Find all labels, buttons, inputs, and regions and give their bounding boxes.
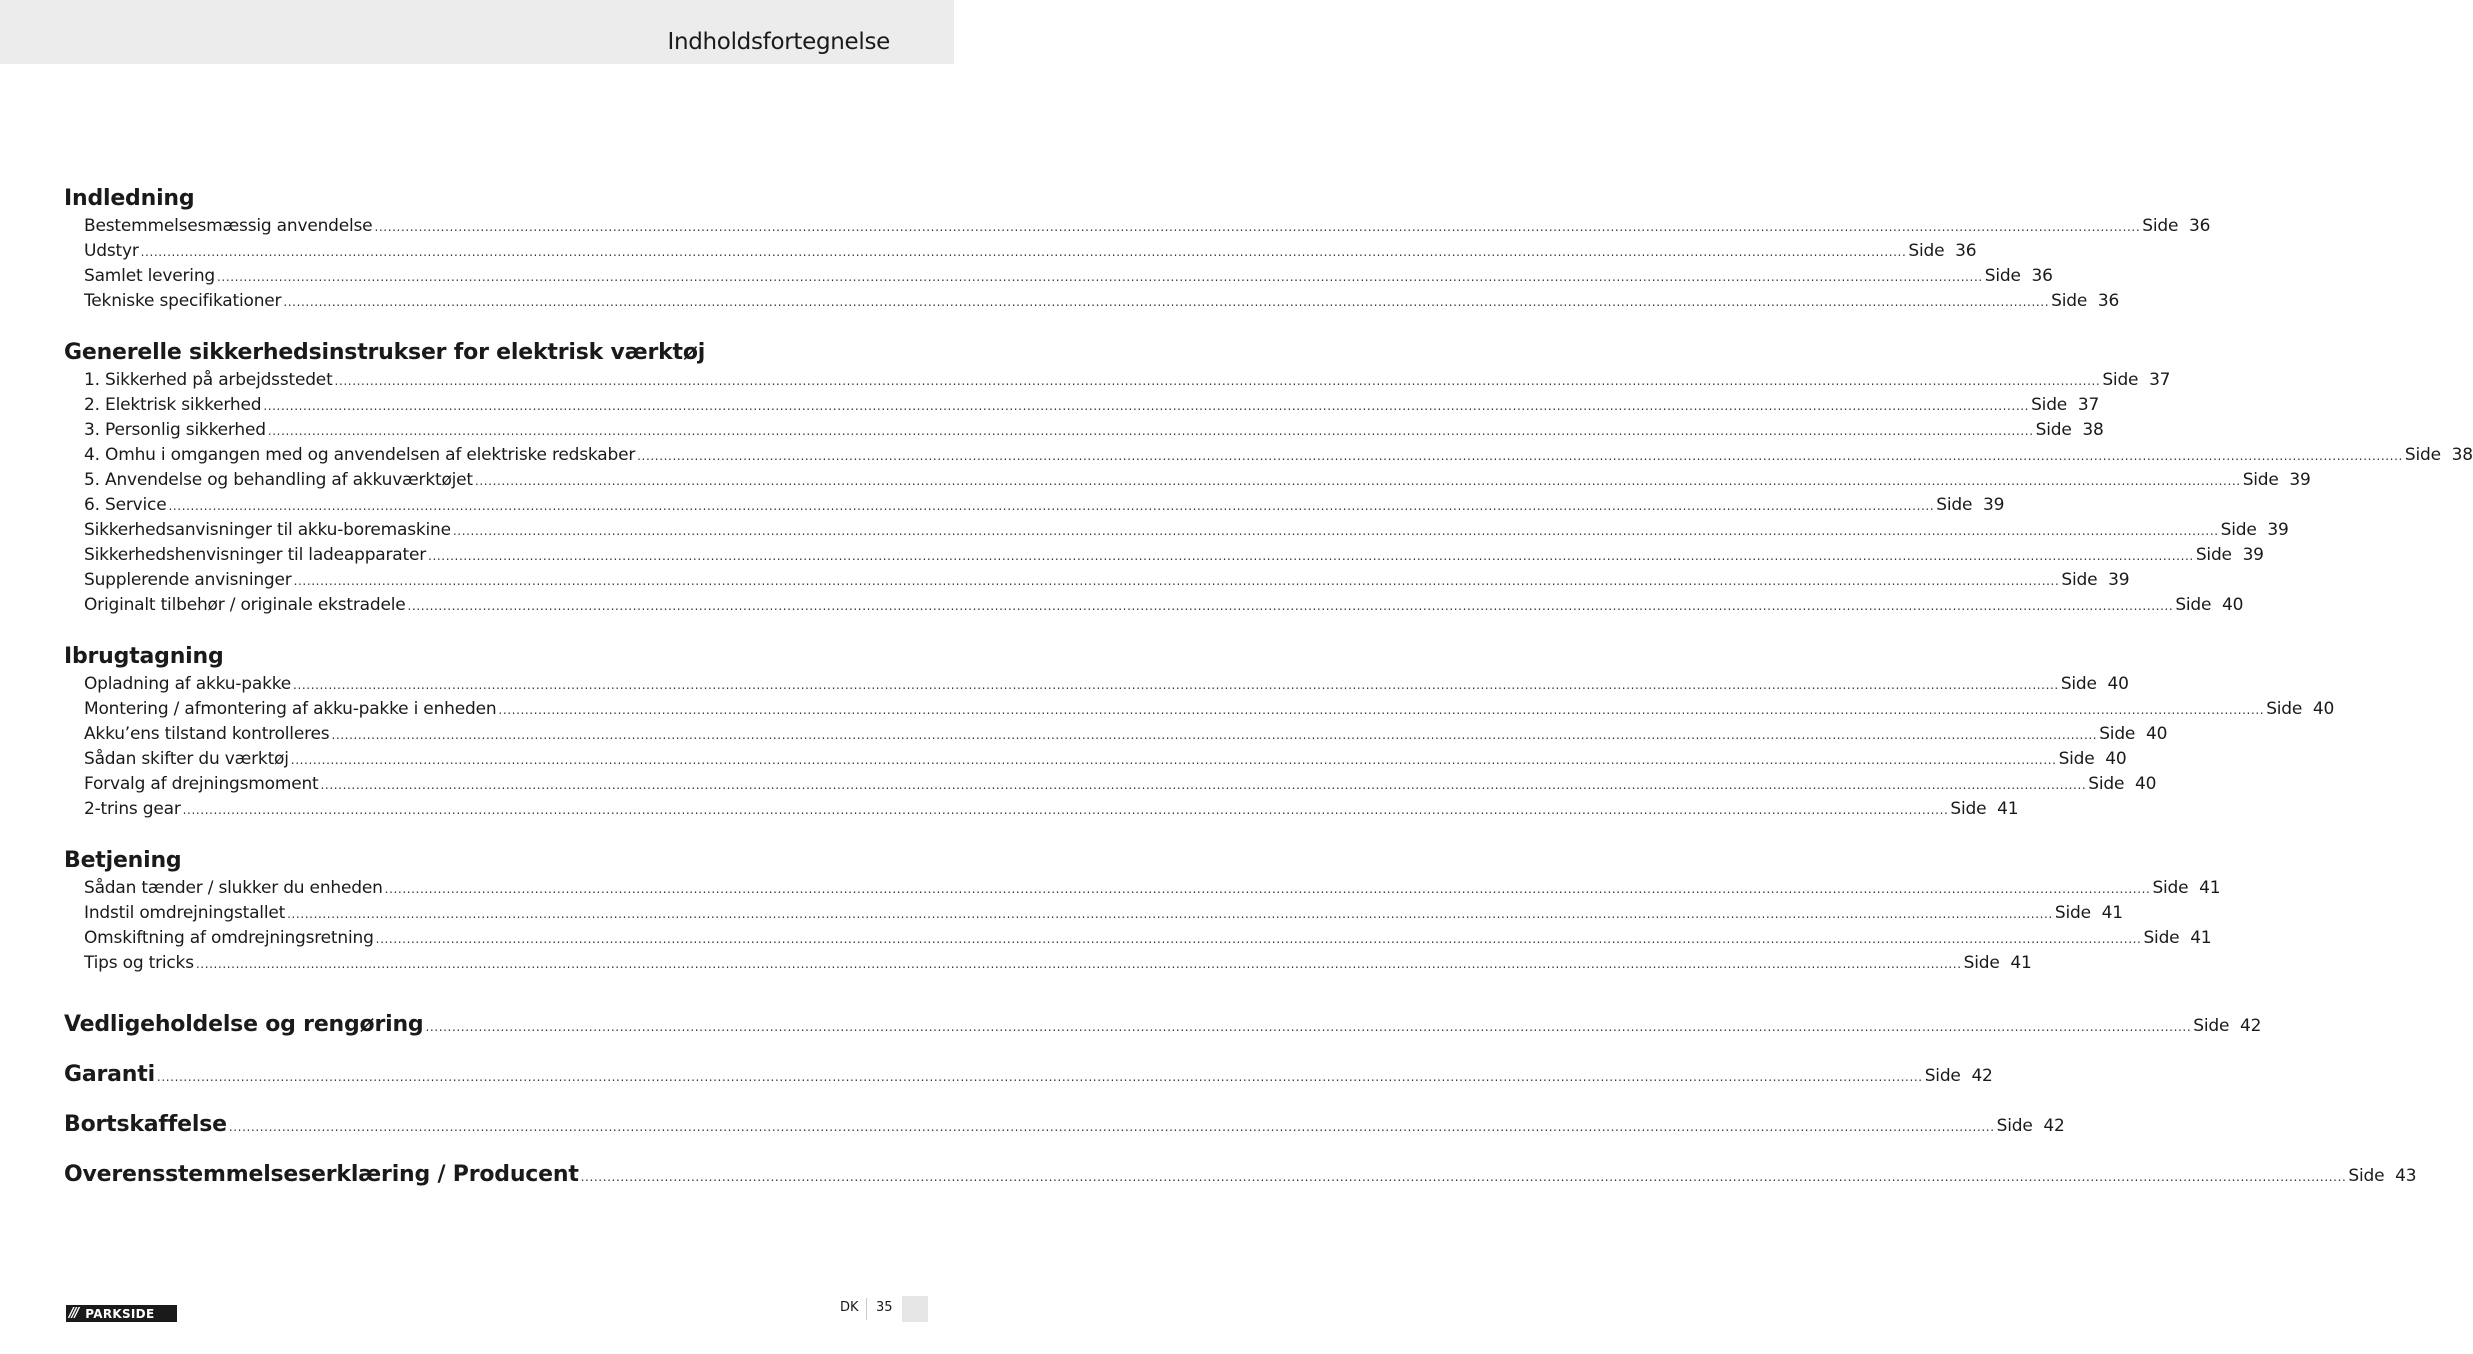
toc-item xyxy=(64,926,2212,951)
side-label: Side xyxy=(2054,903,2091,923)
section-heading: Ibrugtagning xyxy=(64,644,224,669)
dot-leader: ................................................................................................................................................................................................................................................................................................................................................................................................................ xyxy=(228,1120,1995,1134)
page-number: 39 xyxy=(2267,520,2289,540)
toc-item xyxy=(64,214,2211,239)
page-title: Indholdsfortegnelse xyxy=(667,29,890,55)
page-number: 37 xyxy=(2149,370,2171,390)
toc-entry-label: Garanti xyxy=(64,1062,155,1087)
page-number: 38 xyxy=(2451,445,2473,465)
page-number: 37 xyxy=(2077,395,2100,415)
toc-entry-label: Omskiftning af omdrejningsretning xyxy=(84,928,374,948)
dot-leader: ................................................................................................................................................................................................................................................................................................................................................................................................................ xyxy=(263,399,2030,413)
page-number: 40 xyxy=(2135,774,2157,794)
toc-section xyxy=(64,184,2211,314)
footer-language: DK xyxy=(840,1300,859,1315)
toc-item xyxy=(64,772,2157,797)
toc-entry-label: Sikkerhedsanvisninger til akku-boremaskine xyxy=(84,520,451,540)
dot-leader: ................................................................................................................................................................................................................................................................................................................................................................................................................ xyxy=(287,907,2053,921)
page-number: 36 xyxy=(2031,266,2053,286)
side-label: Side xyxy=(2102,370,2139,390)
dot-leader: ................................................................................................................................................................................................................................................................................................................................................................................................................ xyxy=(384,882,2151,896)
page-number: 40 xyxy=(2105,749,2127,769)
page-number: 40 xyxy=(2107,674,2129,694)
page-number: 41 xyxy=(1997,799,2019,819)
dot-leader: ................................................................................................................................................................................................................................................................................................................................................................................................................ xyxy=(293,678,2059,692)
dot-leader: ................................................................................................................................................................................................................................................................................................................................................................................................................ xyxy=(334,374,2101,388)
logo-slashes: /// xyxy=(69,1306,78,1321)
toc-entry-label: 4. Omhu i omgangen med og anvendelsen af elektriske redskaber xyxy=(84,445,636,465)
toc-item xyxy=(64,747,2127,772)
toc-section xyxy=(64,338,2473,618)
toc-entry-label: Tips og tricks xyxy=(84,953,194,973)
page-number: 41 xyxy=(2199,878,2221,898)
toc-item xyxy=(64,393,2100,418)
dot-leader: ................................................................................................................................................................................................................................................................................................................................................................................................................ xyxy=(283,295,2050,309)
toc-item xyxy=(64,797,2019,822)
dot-leader: ................................................................................................................................................................................................................................................................................................................................................................................................................ xyxy=(580,1170,2347,1184)
side-label: Side xyxy=(2061,570,2098,590)
toc-entry-label: Opladning af akku-pakke xyxy=(84,674,292,694)
toc-item xyxy=(64,722,2168,747)
page-number: 36 xyxy=(2188,216,2211,236)
toc-top-entry xyxy=(64,1000,2262,1050)
side-label: Side xyxy=(1936,495,1973,515)
footer-page-number: 35 xyxy=(876,1300,893,1315)
toc-entry-label: 5. Anvendelse og behandling af akkuværktøjet xyxy=(84,470,473,490)
side-label: Side xyxy=(1924,1066,1961,1086)
side-label: Side xyxy=(2348,1166,2385,1186)
dot-leader: ................................................................................................................................................................................................................................................................................................................................................................................................................ xyxy=(374,220,2141,234)
table-of-contents xyxy=(64,184,2473,1200)
page-number: 39 xyxy=(2242,545,2264,565)
side-label: Side xyxy=(2035,420,2072,440)
side-label: Side xyxy=(2142,216,2179,236)
side-label: Side xyxy=(1996,1116,2033,1136)
toc-item xyxy=(64,518,2289,543)
dot-leader: ................................................................................................................................................................................................................................................................................................................................................................................................................ xyxy=(375,932,2142,946)
page-number: 36 xyxy=(2097,291,2120,311)
toc-top-entry xyxy=(64,1150,2417,1200)
side-label: Side xyxy=(2060,674,2097,694)
toc-item xyxy=(64,593,2244,618)
dot-leader: ................................................................................................................................................................................................................................................................................................................................................................................................................ xyxy=(320,778,2087,792)
page-number: 36 xyxy=(1955,241,1977,261)
toc-item xyxy=(64,493,2005,518)
dot-leader: ................................................................................................................................................................................................................................................................................................................................................................................................................ xyxy=(267,424,2034,438)
side-label: Side xyxy=(1908,241,1945,261)
side-label: Side xyxy=(2404,445,2441,465)
side-label: Side xyxy=(2058,749,2095,769)
section-heading: Betjening xyxy=(64,848,182,873)
page-number: 39 xyxy=(2108,570,2130,590)
page-number: 39 xyxy=(1982,495,2005,515)
toc-entry-label: Montering / afmontering af akku-pakke i enheden xyxy=(84,699,497,719)
side-label: Side xyxy=(2175,595,2212,615)
toc-item xyxy=(64,697,2335,722)
page-number: 41 xyxy=(2010,953,2032,973)
toc-entry-label: Sådan tænder / slukker du enheden xyxy=(84,878,383,898)
dot-leader: ................................................................................................................................................................................................................................................................................................................................................................................................................ xyxy=(331,728,2098,742)
section-heading: Indledning xyxy=(64,186,195,211)
side-label: Side xyxy=(1963,953,2000,973)
toc-entry-label: Udstyr xyxy=(84,241,139,261)
dot-leader: ................................................................................................................................................................................................................................................................................................................................................................................................................ xyxy=(290,753,2057,767)
toc-item xyxy=(64,672,2129,697)
logo-brand: PARKSIDE xyxy=(85,1306,155,1321)
page-number: 41 xyxy=(2190,928,2212,948)
toc-entry-label: Akku’ens tilstand kontrolleres xyxy=(84,724,330,744)
toc-item xyxy=(64,951,2032,976)
dot-leader: ................................................................................................................................................................................................................................................................................................................................................................................................................ xyxy=(452,524,2219,538)
toc-entry-label: 2-trins gear xyxy=(84,799,181,819)
page-number: 42 xyxy=(1971,1066,1993,1086)
section-heading: Generelle sikkerhedsinstrukser for elektrisk værktøj xyxy=(64,340,706,365)
toc-entry-label: Vedligeholdelse og rengøring xyxy=(64,1012,424,1037)
dot-leader: ................................................................................................................................................................................................................................................................................................................................................................................................................ xyxy=(637,449,2403,463)
toc-item xyxy=(64,443,2473,468)
toc-entry-label: Sikkerhedshenvisninger til ladeapparater xyxy=(84,545,427,565)
toc-item xyxy=(64,368,2171,393)
side-label: Side xyxy=(2195,545,2232,565)
page-number: 41 xyxy=(2101,903,2123,923)
toc-entry-label: Indstil omdrejningstallet xyxy=(84,903,286,923)
side-label: Side xyxy=(1984,266,2021,286)
dot-leader: ................................................................................................................................................................................................................................................................................................................................................................................................................ xyxy=(168,499,1935,513)
side-label: Side xyxy=(2220,520,2257,540)
toc-item xyxy=(64,418,2104,443)
side-label: Side xyxy=(2193,1016,2230,1036)
page-number: 42 xyxy=(2239,1016,2262,1036)
side-label: Side xyxy=(2152,878,2189,898)
dot-leader: ................................................................................................................................................................................................................................................................................................................................................................................................................ xyxy=(182,803,1949,817)
toc-item xyxy=(64,239,1977,264)
page-number: 43 xyxy=(2395,1166,2417,1186)
toc-entry-label: Tekniske specifikationer xyxy=(84,291,282,311)
toc-entry-label: Forvalg af drejningsmoment xyxy=(84,774,319,794)
toc-item xyxy=(64,543,2264,568)
toc-entry-label: Samlet levering xyxy=(84,266,215,286)
page-number: 40 xyxy=(2145,724,2168,744)
toc-entry-label: Sådan skifter du værktøj xyxy=(84,749,289,769)
toc-entry-label: Bestemmelsesmæssig anvendelse xyxy=(84,216,373,236)
toc-entry-label: Originalt tilbehør / originale ekstradele xyxy=(84,595,406,615)
toc-entry-label: 2. Elektrisk sikkerhed xyxy=(84,395,262,415)
page-number: 38 xyxy=(2082,420,2104,440)
toc-entry-label: 6. Service xyxy=(84,495,167,515)
toc-item xyxy=(64,568,2130,593)
dot-leader: ................................................................................................................................................................................................................................................................................................................................................................................................................ xyxy=(428,549,2194,563)
side-label: Side xyxy=(2242,470,2279,490)
toc-entry-label: Bortskaffelse xyxy=(64,1112,227,1137)
toc-section xyxy=(64,642,2335,822)
footer-box xyxy=(902,1296,928,1322)
toc-entry-label: 3. Personlig sikkerhed xyxy=(84,420,266,440)
side-label: Side xyxy=(2143,928,2180,948)
toc-item xyxy=(64,289,2120,314)
side-label: Side xyxy=(2099,724,2136,744)
page-number: 40 xyxy=(2312,699,2335,719)
toc-entry-label: 1. Sikkerhed på arbejdsstedet xyxy=(84,370,333,390)
dot-leader: ................................................................................................................................................................................................................................................................................................................................................................................................................ xyxy=(293,574,2060,588)
page-number: 42 xyxy=(2043,1116,2065,1136)
dot-leader: ................................................................................................................................................................................................................................................................................................................................................................................................................ xyxy=(195,957,1962,971)
toc-item xyxy=(64,468,2311,493)
side-label: Side xyxy=(2031,395,2068,415)
dot-leader: ................................................................................................................................................................................................................................................................................................................................................................................................................ xyxy=(425,1020,2192,1034)
page-number: 39 xyxy=(2289,470,2311,490)
toc-item xyxy=(64,264,2053,289)
dot-leader: ................................................................................................................................................................................................................................................................................................................................................................................................................ xyxy=(498,703,2265,717)
side-label: Side xyxy=(1950,799,1987,819)
page-number: 40 xyxy=(2222,595,2244,615)
dot-leader: ................................................................................................................................................................................................................................................................................................................................................................................................................ xyxy=(474,474,2241,488)
toc-entry-label: Overensstemmelseserklæring / Producent xyxy=(64,1162,579,1187)
toc-entry-label: Supplerende anvisninger xyxy=(84,570,292,590)
dot-leader: ................................................................................................................................................................................................................................................................................................................................................................................................................ xyxy=(407,599,2174,613)
dot-leader: ................................................................................................................................................................................................................................................................................................................................................................................................................ xyxy=(217,270,1983,284)
dot-leader: ................................................................................................................................................................................................................................................................................................................................................................................................................ xyxy=(140,245,1907,259)
toc-top-entry xyxy=(64,1050,1993,1100)
parkside-logo xyxy=(66,1305,177,1322)
dot-leader: ................................................................................................................................................................................................................................................................................................................................................................................................................ xyxy=(156,1070,1923,1084)
toc-section xyxy=(64,846,2221,976)
side-label: Side xyxy=(2266,699,2303,719)
side-label: Side xyxy=(2088,774,2125,794)
toc-top-entry xyxy=(64,1100,2065,1150)
side-label: Side xyxy=(2051,291,2088,311)
toc-item xyxy=(64,876,2221,901)
toc-item xyxy=(64,901,2123,926)
footer-divider xyxy=(866,1298,867,1320)
